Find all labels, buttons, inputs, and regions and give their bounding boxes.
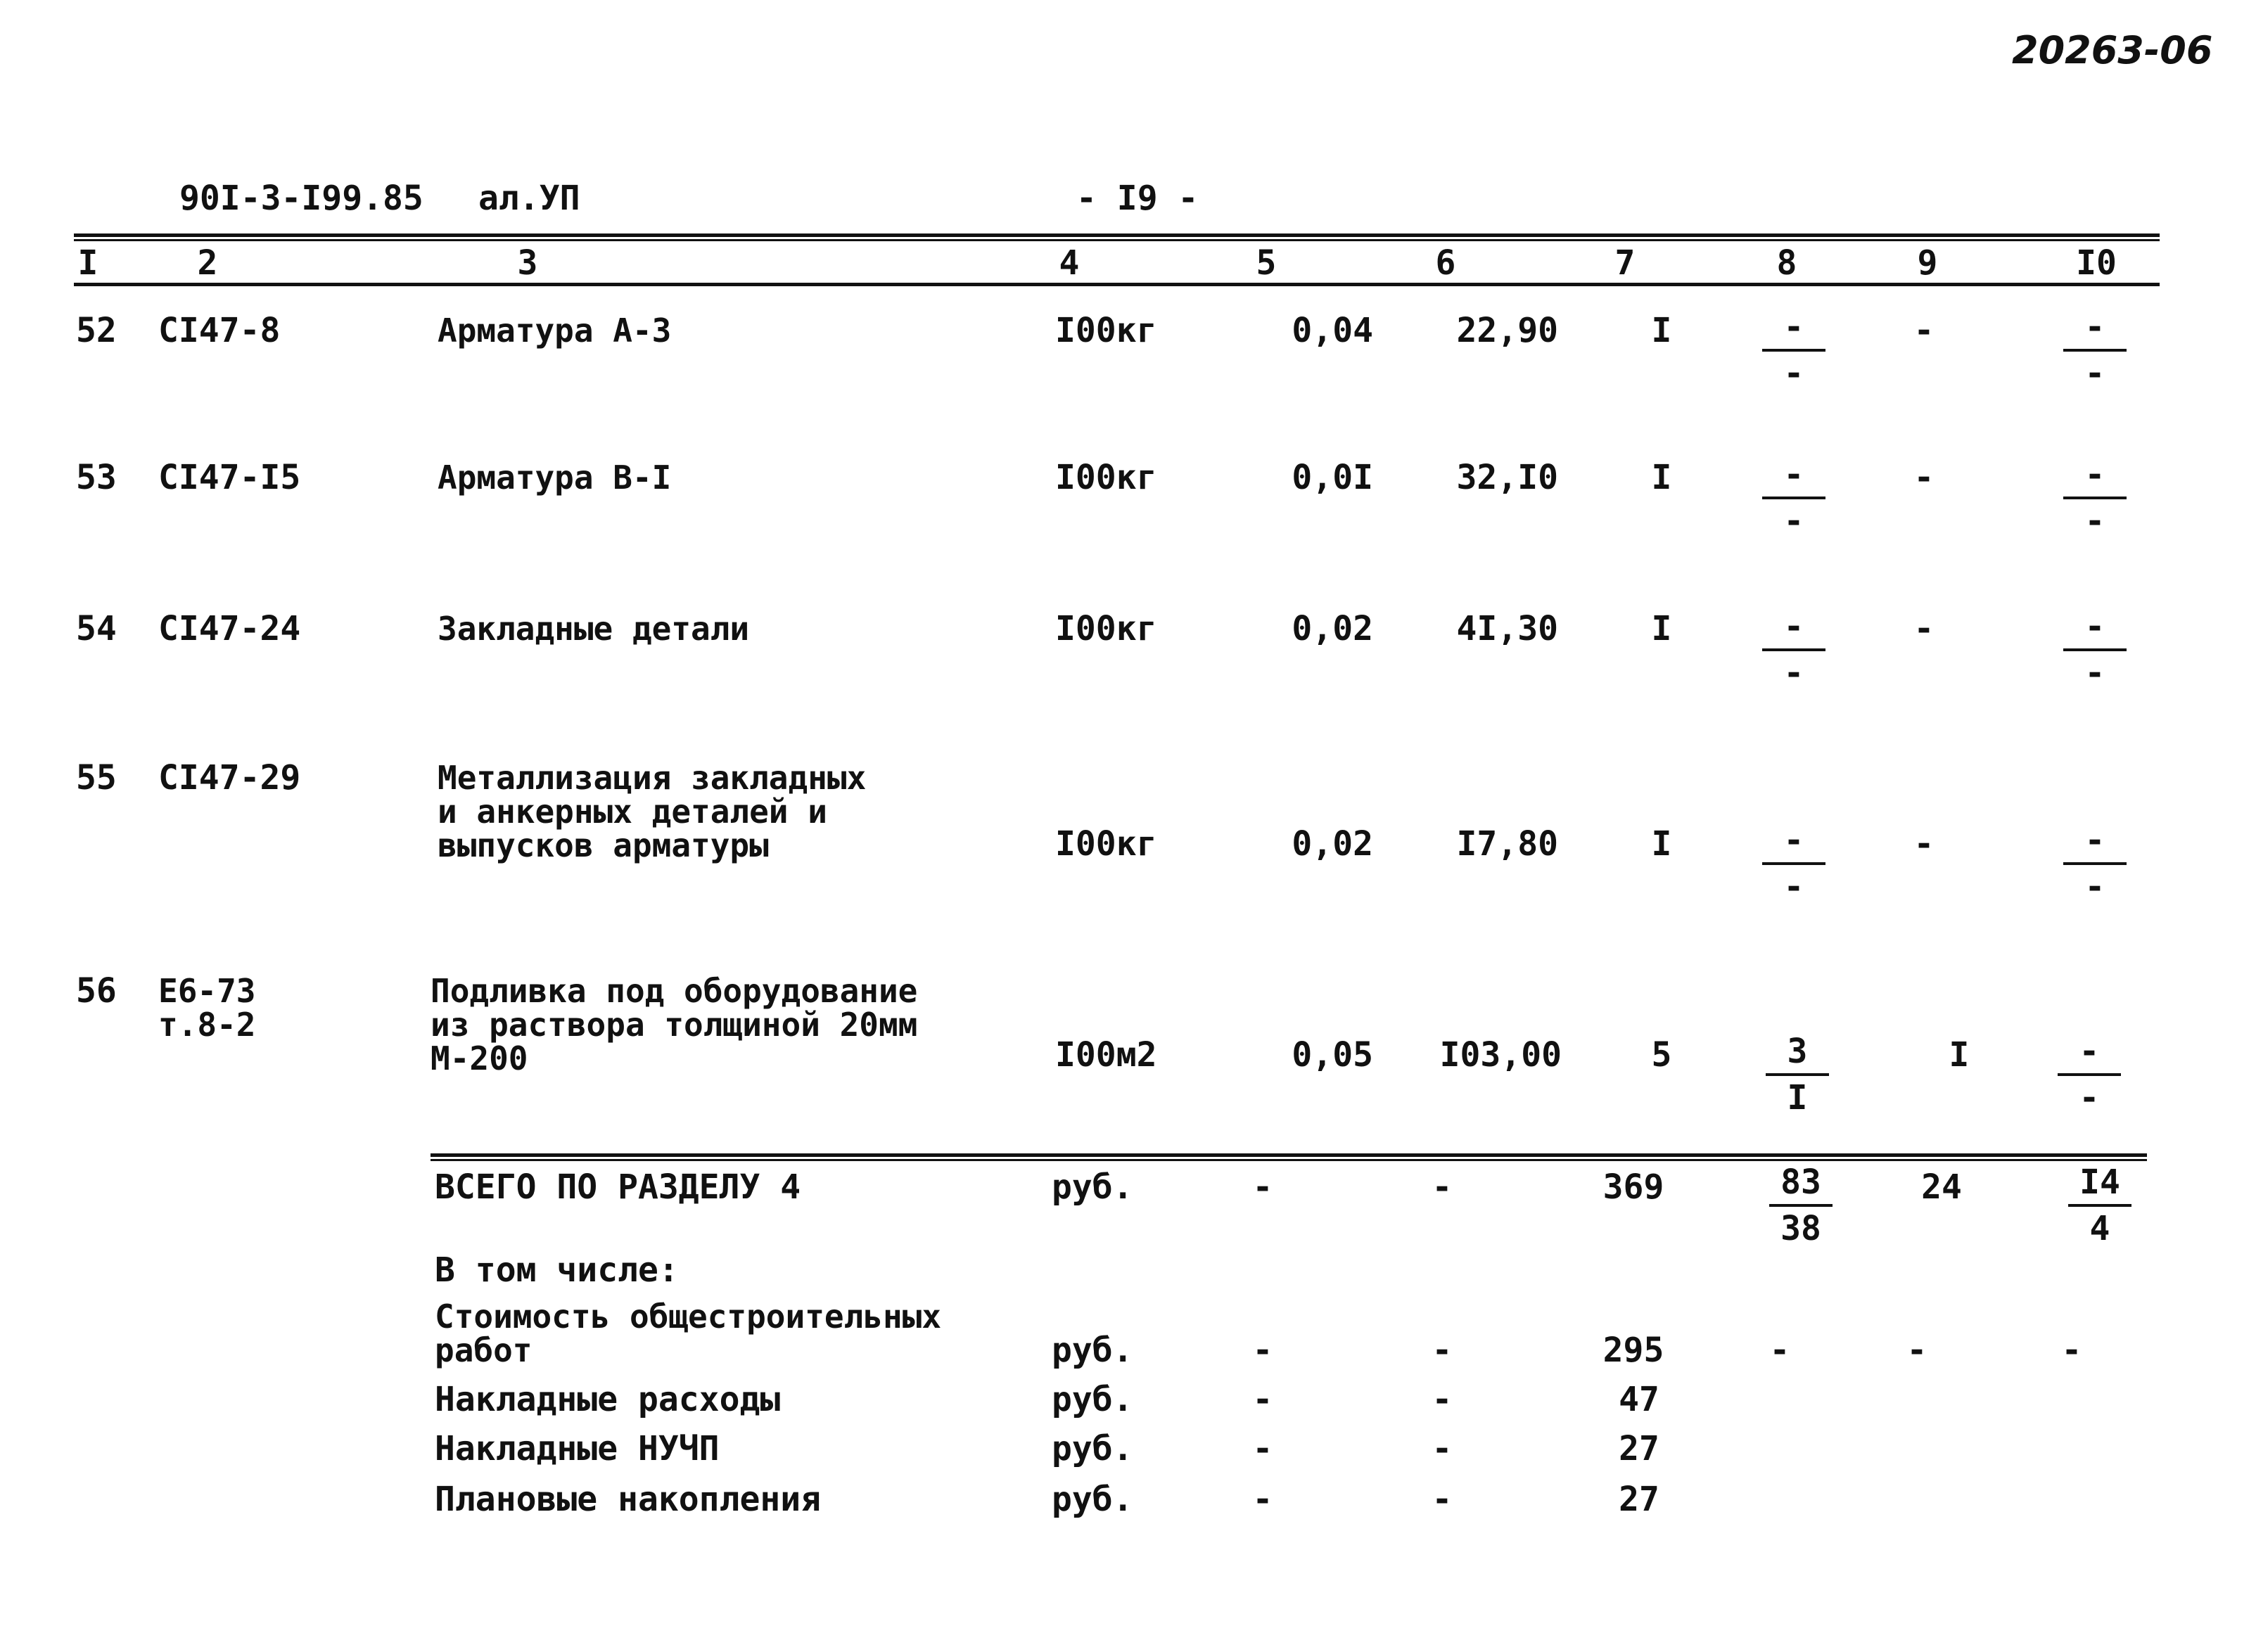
unit-price: 4I,30 (1456, 609, 1558, 648)
col7-value: I (1651, 458, 1672, 497)
breakdown-col6: - (1432, 1480, 1453, 1519)
col-num-8: 8 (1776, 243, 1797, 283)
including-label: В том числе: (435, 1250, 679, 1290)
col10-top: - (2079, 1032, 2100, 1071)
breakdown-col8: - (1769, 1331, 1790, 1370)
row-number: 52 (76, 311, 117, 350)
col10-bottom: - (2084, 867, 2105, 907)
col8-bottom: I (1787, 1078, 1808, 1118)
col8-fraction (1762, 821, 1825, 907)
quantity: 0,04 (1292, 311, 1373, 350)
unit: I00м2 (1055, 1035, 1157, 1075)
quantity: 0,02 (1292, 824, 1373, 864)
total-col10-top: I4 (2079, 1163, 2120, 1202)
breakdown-col6: - (1432, 1429, 1453, 1468)
col10-top: - (2084, 455, 2105, 494)
col10-fraction (2058, 1032, 2121, 1118)
breakdown-col7: 295 (1602, 1331, 1664, 1370)
col10-top: - (2084, 307, 2105, 347)
row-number: 54 (76, 609, 117, 648)
total-rule-2 (431, 1159, 2147, 1161)
total-col8-fraction (1769, 1165, 1833, 1246)
col8-fraction (1762, 309, 1825, 391)
col8-top: - (1783, 821, 1804, 860)
breakdown-label: Плановые накопления (435, 1480, 822, 1519)
col10-fraction (2063, 609, 2127, 691)
breakdown-unit: руб. (1052, 1331, 1133, 1370)
col-num-5: 5 (1256, 243, 1277, 283)
total-col7: 369 (1602, 1167, 1664, 1207)
breakdown-unit: руб. (1052, 1429, 1133, 1468)
col8-bottom: - (1783, 867, 1804, 907)
norm-code: CI47-29 (158, 758, 301, 798)
norm-code: CI47-24 (158, 609, 301, 648)
col10-bottom: - (2084, 354, 2105, 393)
col8-top: - (1783, 307, 1804, 347)
quantity: 0,05 (1292, 1035, 1373, 1075)
unit-price: 32,I0 (1456, 458, 1558, 497)
total-rule (431, 1153, 2147, 1157)
norm-code: CI47-8 (158, 311, 281, 350)
unit: I00кг (1055, 824, 1157, 864)
unit: I00кг (1055, 609, 1157, 648)
norm-code: CI47-I5 (158, 458, 301, 497)
col7-value: 5 (1651, 1035, 1672, 1075)
col10-bottom: - (2084, 653, 2105, 693)
breakdown-label: Накладные расходы (435, 1380, 781, 1419)
breakdown-col7: 27 (1619, 1480, 1659, 1519)
breakdown-col5: - (1252, 1380, 1273, 1419)
unit-price: 22,90 (1456, 311, 1558, 350)
col8-bottom: - (1783, 653, 1804, 693)
top-rule-2 (74, 239, 2160, 241)
col8-top: - (1783, 455, 1804, 494)
breakdown-col10: - (2061, 1331, 2082, 1370)
breakdown-label: Накладные НУЧП (435, 1429, 720, 1468)
breakdown-col6: - (1432, 1331, 1453, 1370)
item-name: Металлизация закладных и анкерных деталей и выпусков арматуры (438, 759, 867, 864)
col9-value: I (1949, 1035, 1970, 1075)
unit-price: I7,80 (1456, 824, 1558, 864)
unit: I00кг (1055, 311, 1157, 350)
col8-bottom: - (1783, 354, 1804, 393)
col10-bottom: - (2079, 1078, 2100, 1118)
col10-top: - (2084, 821, 2105, 860)
item-name: Арматура В-I (438, 459, 672, 497)
breakdown-col5: - (1252, 1331, 1273, 1370)
col8-top: 3 (1787, 1032, 1808, 1071)
col10-bottom: - (2084, 501, 2105, 541)
total-col6: - (1432, 1167, 1453, 1207)
unit-price: I03,00 (1439, 1035, 1562, 1075)
breakdown-col6: - (1432, 1380, 1453, 1419)
row-number: 55 (76, 758, 117, 798)
unit: I00кг (1055, 458, 1157, 497)
col8-fraction (1766, 1032, 1829, 1118)
col10-fraction (2063, 821, 2127, 907)
col8-fraction (1762, 457, 1825, 539)
col9-value: - (1913, 311, 1935, 350)
breakdown-col7: 27 (1619, 1429, 1659, 1468)
document-number: 20263-06 (2012, 28, 2213, 72)
col-num-6: 6 (1435, 243, 1456, 283)
col7-value: I (1651, 609, 1672, 648)
col8-fraction (1762, 609, 1825, 691)
norm-code: Е6-73 т.8-2 (158, 972, 256, 1044)
col9-value: - (1913, 458, 1935, 497)
col8-top: - (1783, 607, 1804, 646)
item-name: Подливка под оборудование из раствора толщиной 20мм М-200 (431, 972, 918, 1077)
col-num-9: 9 (1917, 243, 1938, 283)
breakdown-col5: - (1252, 1480, 1273, 1519)
col-num-1: I (77, 243, 98, 283)
project-code: 90I-3-I99.85 (179, 179, 423, 218)
col-num-10: I0 (2076, 243, 2117, 283)
total-unit: руб. (1052, 1167, 1133, 1207)
quantity: 0,02 (1292, 609, 1373, 648)
total-col9: 24 (1921, 1167, 1962, 1207)
col7-value: I (1651, 311, 1672, 350)
col-num-7: 7 (1614, 243, 1636, 283)
breakdown-col9: - (1906, 1331, 1927, 1370)
col10-fraction (2063, 309, 2127, 391)
col10-fraction (2063, 457, 2127, 539)
breakdown-unit: руб. (1052, 1380, 1133, 1419)
breakdown-col7: 47 (1619, 1380, 1659, 1419)
col10-top: - (2084, 607, 2105, 646)
album-number: ал.УП (478, 179, 580, 218)
breakdown-unit: руб. (1052, 1480, 1133, 1519)
page-number: - I9 - (1076, 179, 1199, 218)
item-name: Арматура А-3 (438, 312, 672, 350)
item-name: Закладные детали (438, 610, 750, 648)
breakdown-col5: - (1252, 1429, 1273, 1468)
col7-value: I (1651, 824, 1672, 864)
quantity: 0,0I (1292, 458, 1373, 497)
total-label: ВСЕГО ПО РАЗДЕЛУ 4 (435, 1167, 801, 1207)
total-col5: - (1252, 1167, 1273, 1207)
col-num-2: 2 (197, 243, 218, 283)
total-col8-bottom: 38 (1780, 1209, 1821, 1248)
total-col10-bottom: 4 (2089, 1209, 2110, 1248)
col9-value: - (1913, 609, 1935, 648)
row-number: 56 (76, 971, 117, 1011)
total-col8-top: 83 (1780, 1163, 1821, 1202)
top-rule (74, 233, 2160, 237)
row-number: 53 (76, 458, 117, 497)
breakdown-label: Стоимость общестроительных работ (435, 1298, 942, 1369)
col-num-3: 3 (517, 243, 538, 283)
col9-value: - (1913, 824, 1935, 864)
col-num-4: 4 (1059, 243, 1080, 283)
total-col10-fraction (2068, 1165, 2131, 1246)
col8-bottom: - (1783, 501, 1804, 541)
column-header-rule (74, 283, 2160, 286)
